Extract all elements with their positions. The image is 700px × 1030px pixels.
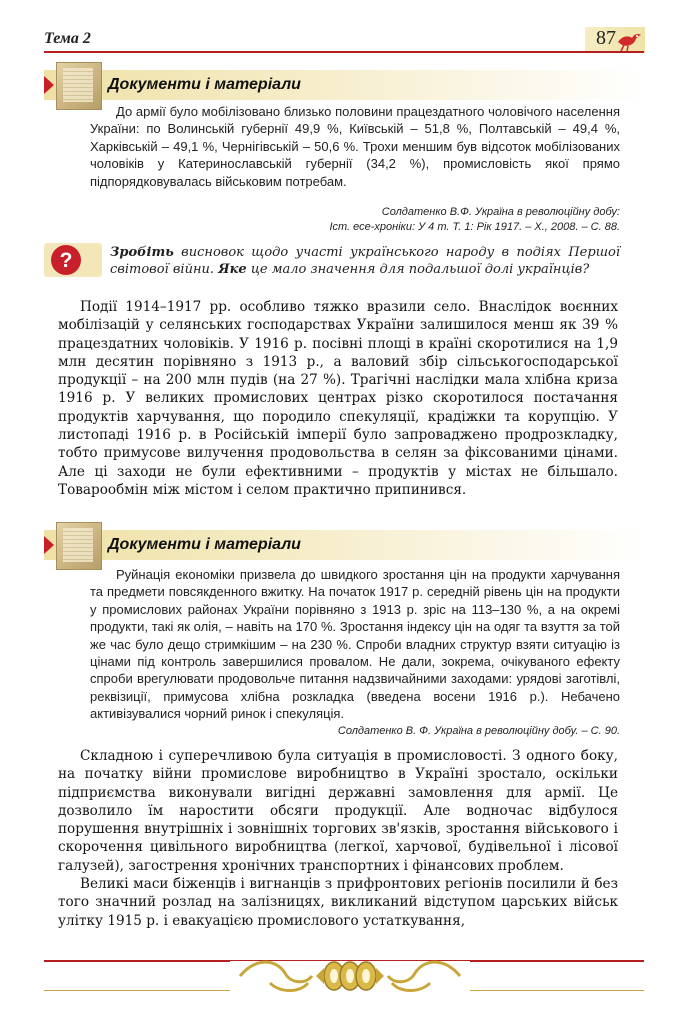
question-icon [44, 243, 102, 277]
question-text: Зробіть висновок щодо участі українського народу в подіях Першої світової війни. Яке це мало значення для подальшої долі українців? [110, 245, 620, 277]
quote-source [338, 724, 620, 739]
page-number: 87 [596, 27, 616, 49]
document-quote [90, 103, 620, 190]
quote-source [329, 205, 620, 235]
document-icon [56, 522, 102, 570]
svg-text:?: ? [59, 249, 73, 272]
ornament-icon [230, 953, 470, 999]
section-title: Документи і матеріали [108, 76, 301, 93]
arrow-marker-icon [44, 76, 54, 94]
section-title: Документи і матеріали [108, 536, 301, 553]
topic-label: Тема 2 [44, 30, 91, 47]
document-quote [90, 566, 620, 723]
body-paragraph: Складною і суперечливою була ситуація в промисловості. З одного боку, на початку війни промислове виробництво в Україні зростало, оскільки підприємства виконували вигідні державні замовлення для армії. Це дозволило їм наростити обсяги продукції. Але водночас відбулося порушення внутрішніх і зовнішніх торгових зв'язків, зростання військового і скорочення цивільного виробництва (легкої, харчової, будівельної і лісової галузей), загострення хронічних транспортних і фінансових проблем. Великі маси біженців і вигнанців з прифронтових регіонів посилили й без того значний розлад на залізницях, викликаний відступом царських військ улітку 1915 р. і евакуацією промислового устаткування, [58, 748, 618, 929]
source-line: Солдатенко В. Ф. Україна в революційну добу. – С. 90. [337, 725, 620, 737]
arrow-marker-icon [44, 536, 54, 554]
body-paragraph: Події 1914–1917 рр. особливо тяжко вразили село. Внаслідок воєнних мобілізацій у селянських господарствах України залишилося менш як 39 % працездатних чоловіків. У 1916 р. посівні площі в країні скоротилися на 1,9 млн десятин порівняно з 1913 р., а валовий збір сільськогосподарської продукції – на 200 млн пудів (на 27 %). Трагічні наслідки мала хлібна криза 1916 р. У великих промислових центрах різко скоротилося постачання продуктів харчування, що породило спекуляції, крадіжки та корупцію. У листопаді 1916 р. в Російській імперії було запроваджено продрозкладку, тобто примусове вилучення продовольства в селян за фіксованими цінами. Але ці заходи не були ефективними – продуктів у містах не більшало. Товарообмін між містом і селом практично припинився. [58, 299, 618, 498]
source-line: Солдатенко В.Ф. Україна в революційну добу: [381, 206, 620, 218]
quote-text: Руйнація економіки призвела до швидкого зростання цін на продукти харчування та предмети повсякденного вжитку. На початок 1917 р. середній рівень цін на продукти у промислових районах України порівняно з 1913 р. зріс на 113–130 %, а на окремі продукти, такі як олія, – навіть на 170 %. Зростання індексу цін на одяг та взуття за той же час було дещо стримкішим – на 230 %. Спроби владних структур взяти ситуацію із цінами під контроль завершилися провалом. Не дали, зокрема, очікуваного ефекту спроби врегулювати продовольче питання надзвичайними заходами: урядові заготівлі, реквізиції, примусова хлібна розкладка (введена восени 1916 р.). Небачено активізувалися чорний ринок і спекуляція. [90, 567, 620, 722]
header-rule [44, 51, 644, 53]
bird-icon [616, 30, 642, 52]
source-line: Іст. есе-хроніки: У 4 т. Т. 1: Рік 1917. – Х., 2008. – С. 88. [329, 221, 620, 233]
quote-text: До армії було мобілізовано близько половини працездатного чоловічого населення України: по Волинській губернії 49,9 %, Київській – 51,8 %, Полтавській – 49,4 %, Харківській – 49,1 %, Чернігівській – 50,6 %. Трохи меншим був відсоток мобілізованих чоловіків у Катеринославській губернії (34,2 %), промисловість якої прямо підпорядковувалась військовим потребам. [90, 104, 620, 189]
